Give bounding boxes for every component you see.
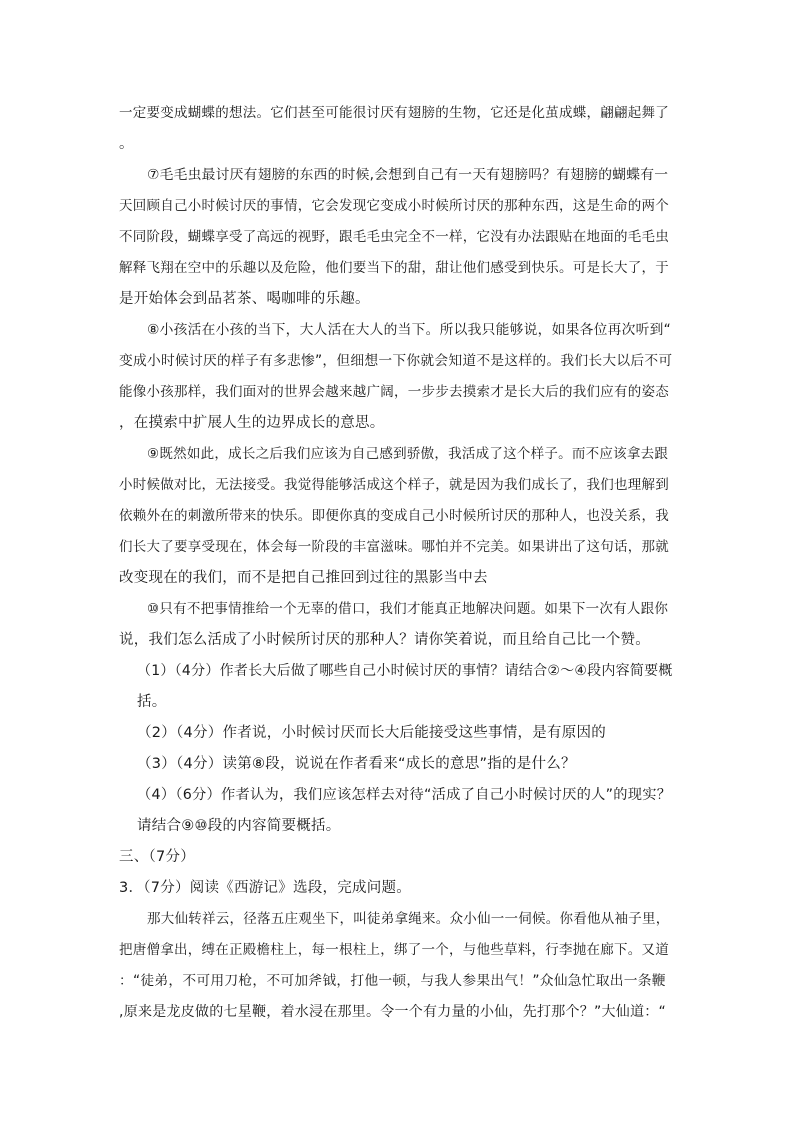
question-4: （4）（6分）作者认为，我们应该怎样去对待“活成了自己小时候讨厌的人”的现实？ [137,787,672,803]
text-line: 括。 [137,694,167,710]
paragraph-8: ⑧小孩活在小孩的当下，大人活在大人的当下。所以我只能够说，如果各位再次听到“ [147,322,671,338]
question-3: （3）（4分）读第⑧段，说说在作者看来“成长的意思”指的是什么？ [137,756,576,772]
text-line: 把唐僧拿出，缚在正殿檐柱上，每一根柱上，绑了一个，与他些草料，行李抛在廊下。又道 [119,942,669,958]
text-line: ：“徒弟，不可用刀枪，不可加斧钺，打他一顿，与我人参果出气！”众仙急忙取出一条鞭 [119,973,666,989]
text-line: 变成小时候讨厌的样子有多悲惨”，但细想一下你就会知道不是这样的。我们长大以后不可 [119,353,673,369]
text-line: 不同阶段，蝴蝶享受了高远的视野，跟毛毛虫完全不一样，它没有办法跟贴在地面的毛毛虫 [119,229,669,245]
text-line: 改变现在的我们，而不是把自己推回到过往的黑影当中去 [119,570,488,586]
text-line: 小时候做对比，无法接受。我觉得能够活成这个样子，就是因为我们成长了，我们也理解到 [119,477,669,493]
text-line: 们长大了要享受现在，体会每一阶段的丰富滋味。哪怕并不完美。如果讲出了这句话，那就 [119,539,669,555]
text-line: ，在摸索中扩展人生的边界成长的意思。 [119,415,385,431]
text-line: 一定要变成蝴蝶的想法。它们甚至可能很讨厌有翅膀的生物，它还是化茧成蝶，翩翩起舞了 [119,105,669,121]
text-line: 请结合⑨⑩段的内容简要概括。 [137,818,341,834]
question-3-intro: 3．（7分）阅读《西游记》选段，完成问题。 [119,880,411,896]
paragraph-10: ⑩只有不把事情推给一个无辜的借口，我们才能真正地解决问题。如果下一次有人跟你 [147,601,669,617]
paragraph-7: ⑦毛毛虫最讨厌有翅膀的东西的时候,会想到自己有一天有翅膀吗？有翅膀的蝴蝶有一 [147,167,669,183]
question-2: （2）（4分）作者说，小时候讨厌而长大后能接受这些事情，是有原因的 [137,725,606,741]
section-heading: 三、（7分） [119,849,195,865]
text-line: 说，我们怎么活成了小时候所讨厌的那种人？请你笑着说，而且给自己比一个赞。 [119,632,650,648]
text-line: ,原来是龙皮做的七星鞭，着水浸在那里。令一个有力量的小仙，先打那个？”大仙道：“ [119,1004,666,1020]
text-line: 是开始体会到品茗茶、喝咖啡的乐趣。 [119,291,370,307]
text-line: 解释飞翔在空中的乐趣以及危险，他们要当下的甜，甜让他们感受到快乐。可是长大了，于 [119,260,669,276]
question-1: （1）（4分）作者长大后做了哪些自己小时候讨厌的事情？请结合②～④段内容简要概 [137,663,673,679]
text-line: 。 [119,136,134,152]
text-line: 能像小孩那样，我们面对的世界会越来越广阔，一步步去摸索才是长大后的我们应有的姿态 [119,384,669,400]
excerpt-paragraph: 那大仙转祥云，径落五庄观坐下，叫徒弟拿绳来。众小仙一一伺候。你看他从袖子里， [147,911,670,927]
paragraph-9: ⑨既然如此，成长之后我们应该为自己感到骄傲，我活成了这个样子。而不应该拿去跟 [147,446,669,462]
text-line: 依赖外在的刺激所带来的快乐。即便你真的变成自己小时候所讨厌的那种人，也没关系，我 [119,508,669,524]
text-line: 天回顾自己小时候讨厌的事情，它会发现它变成小时候所讨厌的那种东西，这是生命的两个 [119,198,669,214]
